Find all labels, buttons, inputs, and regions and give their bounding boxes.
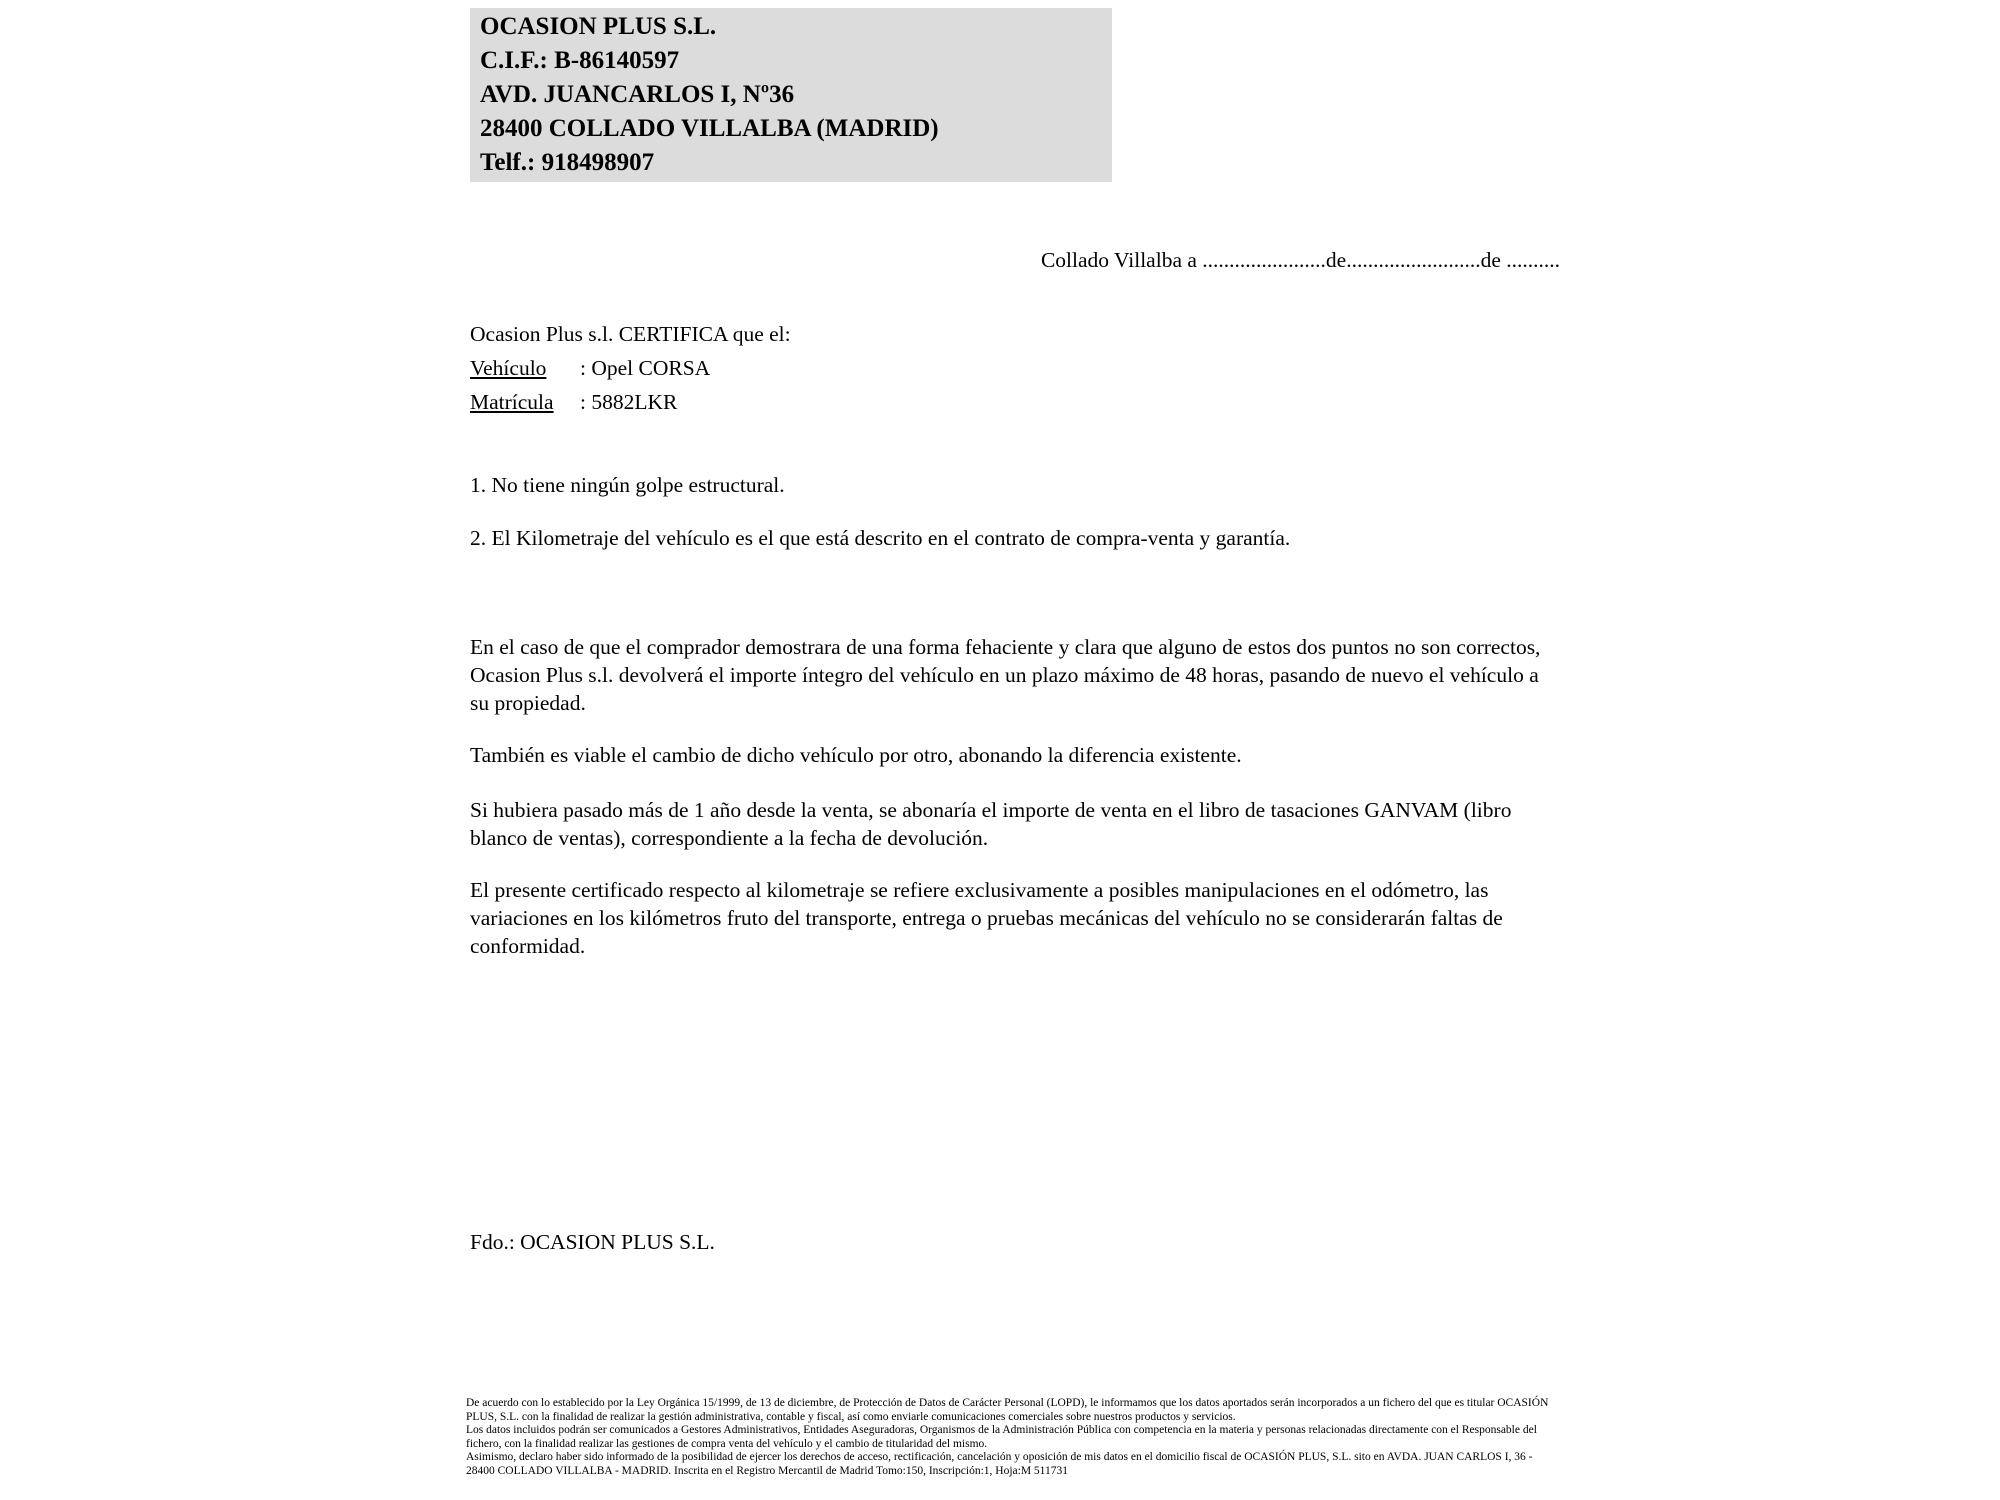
plate-label: Matrícula xyxy=(470,390,554,414)
certified-point-2: 2. El Kilometraje del vehículo es el que está descrito en el contrato de compra-venta y garantía. xyxy=(470,526,1291,550)
date-line: Collado Villalba a .......................de.........................de .......... xyxy=(1040,248,1560,272)
body-paragraph-exchange: También es viable el cambio de dicho vehículo por otro, abonando la diferencia existente. xyxy=(470,743,1242,767)
vehicle-label: Vehículo xyxy=(470,356,547,380)
body-paragraph-odometer: El presente certificado respecto al kilometraje se refiere exclusivamente a posibles manipulaciones en el odómetro, las variaciones en los kilómetros fruto del transporte, entrega o pruebas mecánicas del vehículo no se considerarán faltas de conformidad. xyxy=(470,878,1503,958)
company-cif: C.I.F.: B-86140597 xyxy=(480,47,680,74)
certificate-document xyxy=(470,0,1560,1256)
vehicle-value: : Opel CORSA xyxy=(580,356,711,380)
footer-data-sharing-paragraph: Los datos incluidos podrán ser comunicados a Gestores Administrativos, Entidades Aseguradoras, Organismos de la Administración Pública con competencia en la materia y personas relacionadas directamente con el Responsable del fichero, con la finalidad realizar las gestiones de compra venta del vehículo y el cambio de titularidad del mismo. xyxy=(466,1424,1537,1450)
company-city: 28400 COLLADO VILLALBA (MADRID) xyxy=(480,115,939,142)
footer-lopd-paragraph: De acuerdo con lo establecido por la Ley Orgánica 15/1999, de 13 de diciembre, de Protección de Datos de Carácter Personal (LOPD), le informamos que los datos aportados serán incorporados a un fichero del que es titular OCASIÓN PLUS, S.L. con la finalidad de realizar la gestión administrativa, contable y fiscal, así como enviarle comunicaciones comerciales sobre nuestros productos y servicios. xyxy=(466,1397,1549,1423)
legal-footer xyxy=(466,1397,1558,1478)
company-address: AVD. JUANCARLOS I, Nº36 xyxy=(480,81,795,108)
footer-rights-paragraph: Asimismo, declaro haber sido informado de la posibilidad de ejercer los derechos de acceso, rectificación, cancelación y oposición de mis datos en el domicilio fiscal de OCASIÓN PLUS, S.L. sito en AVDA. JUAN CARLOS I, 36 - 28400 COLLADO VILLALBA - MADRID. Inscrita en el Registro Mercantil de Madrid Tomo:150, Inscripción:1, Hoja:M 511731 xyxy=(466,1451,1533,1477)
certified-point-1: 1. No tiene ningún golpe estructural. xyxy=(470,473,785,497)
company-letterhead xyxy=(470,8,1112,182)
company-name: OCASION PLUS S.L. xyxy=(480,13,717,40)
plate-value: : 5882LKR xyxy=(580,390,678,414)
plate-line xyxy=(470,385,1560,419)
body-paragraph-refund: En el caso de que el comprador demostrara de una forma fehaciente y clara que alguno de estos dos puntos no son correctos, Ocasion Plus s.l. devolverá el importe íntegro del vehículo en un plazo máximo de 48 horas, pasando de nuevo el vehículo a su propiedad. xyxy=(470,635,1541,715)
certification-block xyxy=(470,317,1560,419)
company-phone: Telf.: 918498907 xyxy=(480,149,655,176)
vehicle-line xyxy=(470,351,1560,385)
body-paragraph-ganvam: Si hubiera pasado más de 1 año desde la venta, se abonaría el importe de venta en el libro de tasaciones GANVAM (libro blanco de ventas), correspondiente a la fecha de devolución. xyxy=(470,798,1512,850)
certifies-intro: Ocasion Plus s.l. CERTIFICA que el: xyxy=(470,322,791,346)
signature-line: Fdo.: OCASION PLUS S.L. xyxy=(470,1230,715,1254)
